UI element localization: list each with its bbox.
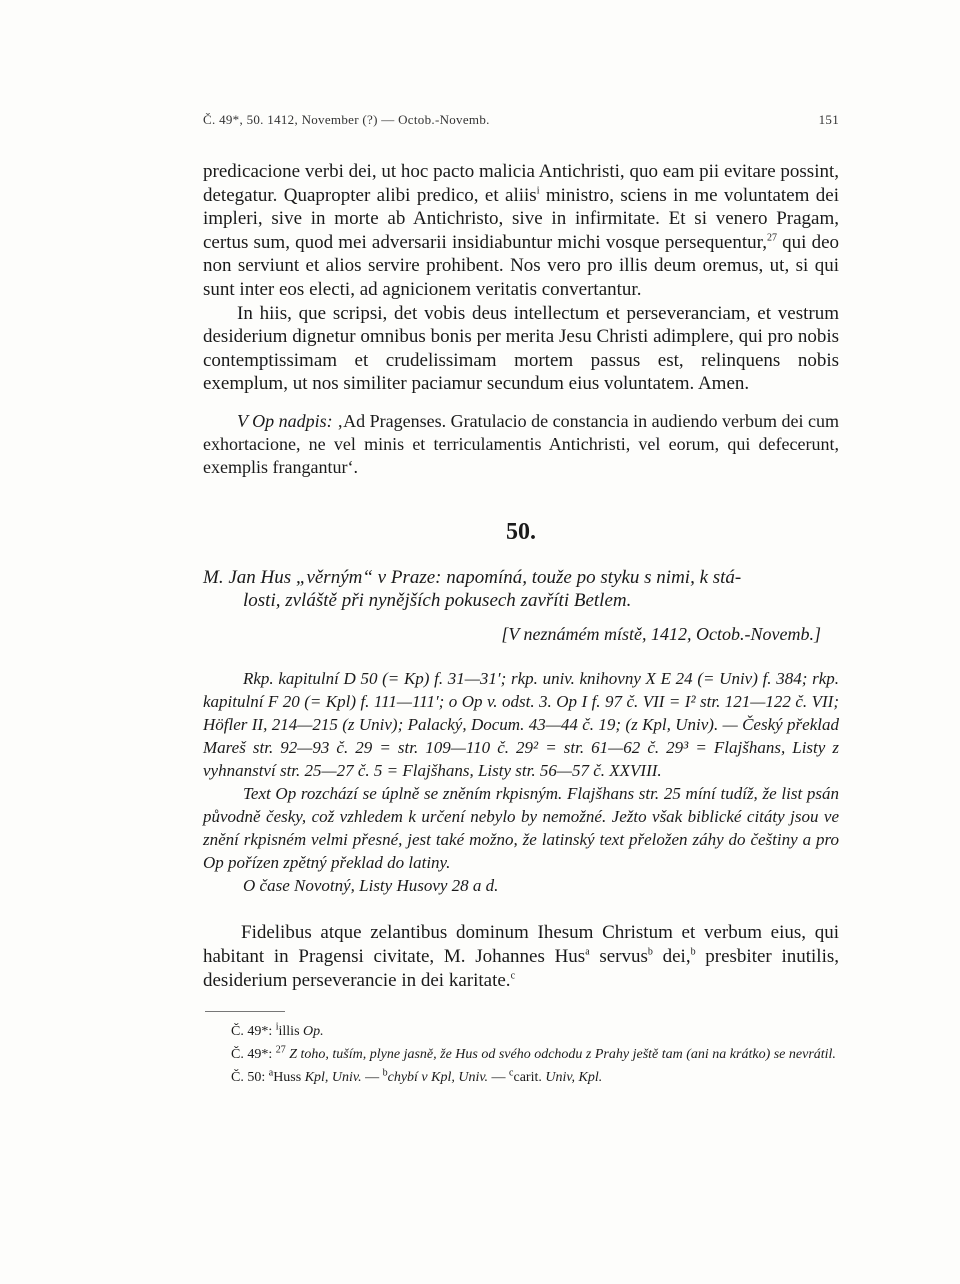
footnote-mark: c bbox=[509, 1067, 514, 1079]
footnote-mark: b bbox=[382, 1067, 388, 1079]
salutation bbox=[203, 921, 839, 993]
document-title-line-1: M. Jan Hus „věrným“ v Praze: napomíná, touže po styku s nimi, k stá- bbox=[203, 566, 742, 588]
footnote-3 bbox=[203, 1068, 839, 1087]
footnote-mark: i bbox=[275, 1021, 279, 1033]
footnote-text: Z toho, tuším, plyne jasně, že Hus od svého odchodu z Prahy ještě tam (ani na krátko) se nevrátil. bbox=[285, 1046, 836, 1062]
document-title-line-2: losti, zvláště při nynějších pokusech zavříti Betlem. bbox=[243, 589, 632, 611]
footnote-separator: — bbox=[361, 1069, 383, 1085]
body-paragraph-2: In hiis, que scripsi, det vobis deus intellectum et perseveranciam, et vestrum desiderium dignetur omnibus bonis per merita Jesu Christi adimplere, qui pro nobis contemptissimam et crudelissimam mortem passus est, relinquens nobis exemplum, ut nos similiter paciamur secundum eius voluntatem. Amen. bbox=[203, 302, 839, 395]
document-place-date: [V neznámém místě, 1412, Octob.-Novemb.] bbox=[501, 623, 821, 644]
footnote-ref: c bbox=[510, 970, 516, 982]
footnote-label: Č. 50: bbox=[231, 1069, 269, 1085]
footnote-text: carit. bbox=[513, 1069, 546, 1085]
apparatus-note: Text Op rozchází se úplně se zněním rkpisným. Flajšhans str. 25 míní tudíž, že list psán původně česky, což vzhledem k určení nebylo by nemožné. Ježto však biblické citáty jsou ve znění rkpisném velmi přesné, jest také možno, že latinský text přeložen záhy do češtiny a pro Op pořízen zpětný překlad do latiny. bbox=[203, 783, 839, 872]
apparatus-sources: Rkp. kapitulní D 50 (= Kp) f. 31—31′; rkp. univ. knihovny X E 24 (= Univ) f. 384; rkp. kapitulní F 20 (= Kpl) f. 111—111′; o Op v. odst. 3. Op I f. 97 č. VII = I² str. 121—122 č. VII; Höfler II, 214—215 (z Univ); Palacký, Docum. 43—44 č. 19; (z Kpl, Univ). — Český překlad Mareš str. 92—93 č. 29 = str. 109—110 č. 29² = str. 61—62 č. 29³ = Flajšhans, Listy z vyhnanství str. 25—27 č. 5 = Flajšhans, Listy str. 56—57 č. XXVIII. bbox=[203, 668, 839, 780]
document-title bbox=[203, 566, 839, 612]
document-number: 50. bbox=[506, 518, 536, 545]
footnote-source: Op. bbox=[303, 1023, 324, 1039]
running-head bbox=[203, 112, 839, 128]
head-note-text: ‚Ad Pragenses. Gratulacio de constancia in audiendo verbum dei cum exhortacione, ne vel minis et terriculamentis Antichristi, vel eorum, qui defecerunt, exemplis frangantur‘. bbox=[203, 410, 840, 477]
footnote-mark: a bbox=[268, 1067, 274, 1079]
head-note bbox=[203, 410, 839, 479]
footnote-1 bbox=[203, 1022, 839, 1041]
footnote-ref: i bbox=[536, 185, 540, 197]
running-head-title: Č. 49*, 50. 1412, November (?) — Octob.-Novemb. bbox=[203, 112, 490, 127]
text-span: dei, bbox=[652, 945, 691, 967]
footnote-label: Č. 49*: bbox=[231, 1023, 276, 1039]
footnote-text: illis bbox=[278, 1023, 304, 1039]
footnote-source: Univ, Kpl. bbox=[545, 1069, 603, 1085]
footnote-ref: a bbox=[585, 946, 590, 958]
text-span: ministro, sciens in me voluntatem dei impleri, sive in morte ab Antichristo, sive in infirmitate. Et si venero Pragam, certus sum, quod mei adversarii insidiabuntur michi vosque persequentur, bbox=[203, 184, 839, 253]
text-span: Fidelibus atque zelantibus dominum Ihesum Christum et verbum eius, qui habitant in Pragensi civitate, M. Johannes Hus bbox=[203, 921, 839, 967]
footnote-divider bbox=[205, 1011, 285, 1012]
body-paragraph-1 bbox=[203, 160, 839, 302]
apparatus-dating: O čase Novotný, Listy Husovy 28 a d. bbox=[243, 875, 499, 895]
footnote-text: Huss bbox=[273, 1069, 305, 1085]
critical-apparatus bbox=[203, 667, 839, 897]
text-span: presbiter inutilis, desiderium perseverancie in dei karitate. bbox=[203, 945, 839, 991]
page-number: 151 bbox=[818, 112, 839, 127]
text-span: qui deo non serviunt et alios servire prohibent. Nos vero pro illis deum oremus, ut, si qui sunt inter eos electi, ad agnicionem veritatis convertantur. bbox=[203, 231, 840, 300]
footnotes bbox=[203, 1022, 839, 1087]
footnote-ref: 27 bbox=[766, 232, 777, 244]
footnote-2 bbox=[203, 1045, 839, 1064]
footnote-separator: — bbox=[488, 1069, 510, 1085]
text-span: servus bbox=[589, 945, 648, 967]
page bbox=[203, 112, 839, 1091]
footnote-ref: b bbox=[690, 946, 696, 958]
footnote-ref: b bbox=[647, 946, 653, 958]
text-span: predicacione verbi dei, ut hoc pacto malicia Antichristi, quo eam pii evitare possint, detegatur. Quapropter alibi predico, et aliis bbox=[203, 161, 839, 206]
head-note-label: V Op nadpis: bbox=[237, 410, 333, 431]
footnote-mark: 27 bbox=[275, 1044, 286, 1056]
footnote-text: chybí v Kpl, Univ. bbox=[387, 1069, 489, 1085]
footnote-label: Č. 49*: bbox=[231, 1046, 276, 1062]
footnote-source: Kpl, Univ. bbox=[304, 1069, 362, 1085]
